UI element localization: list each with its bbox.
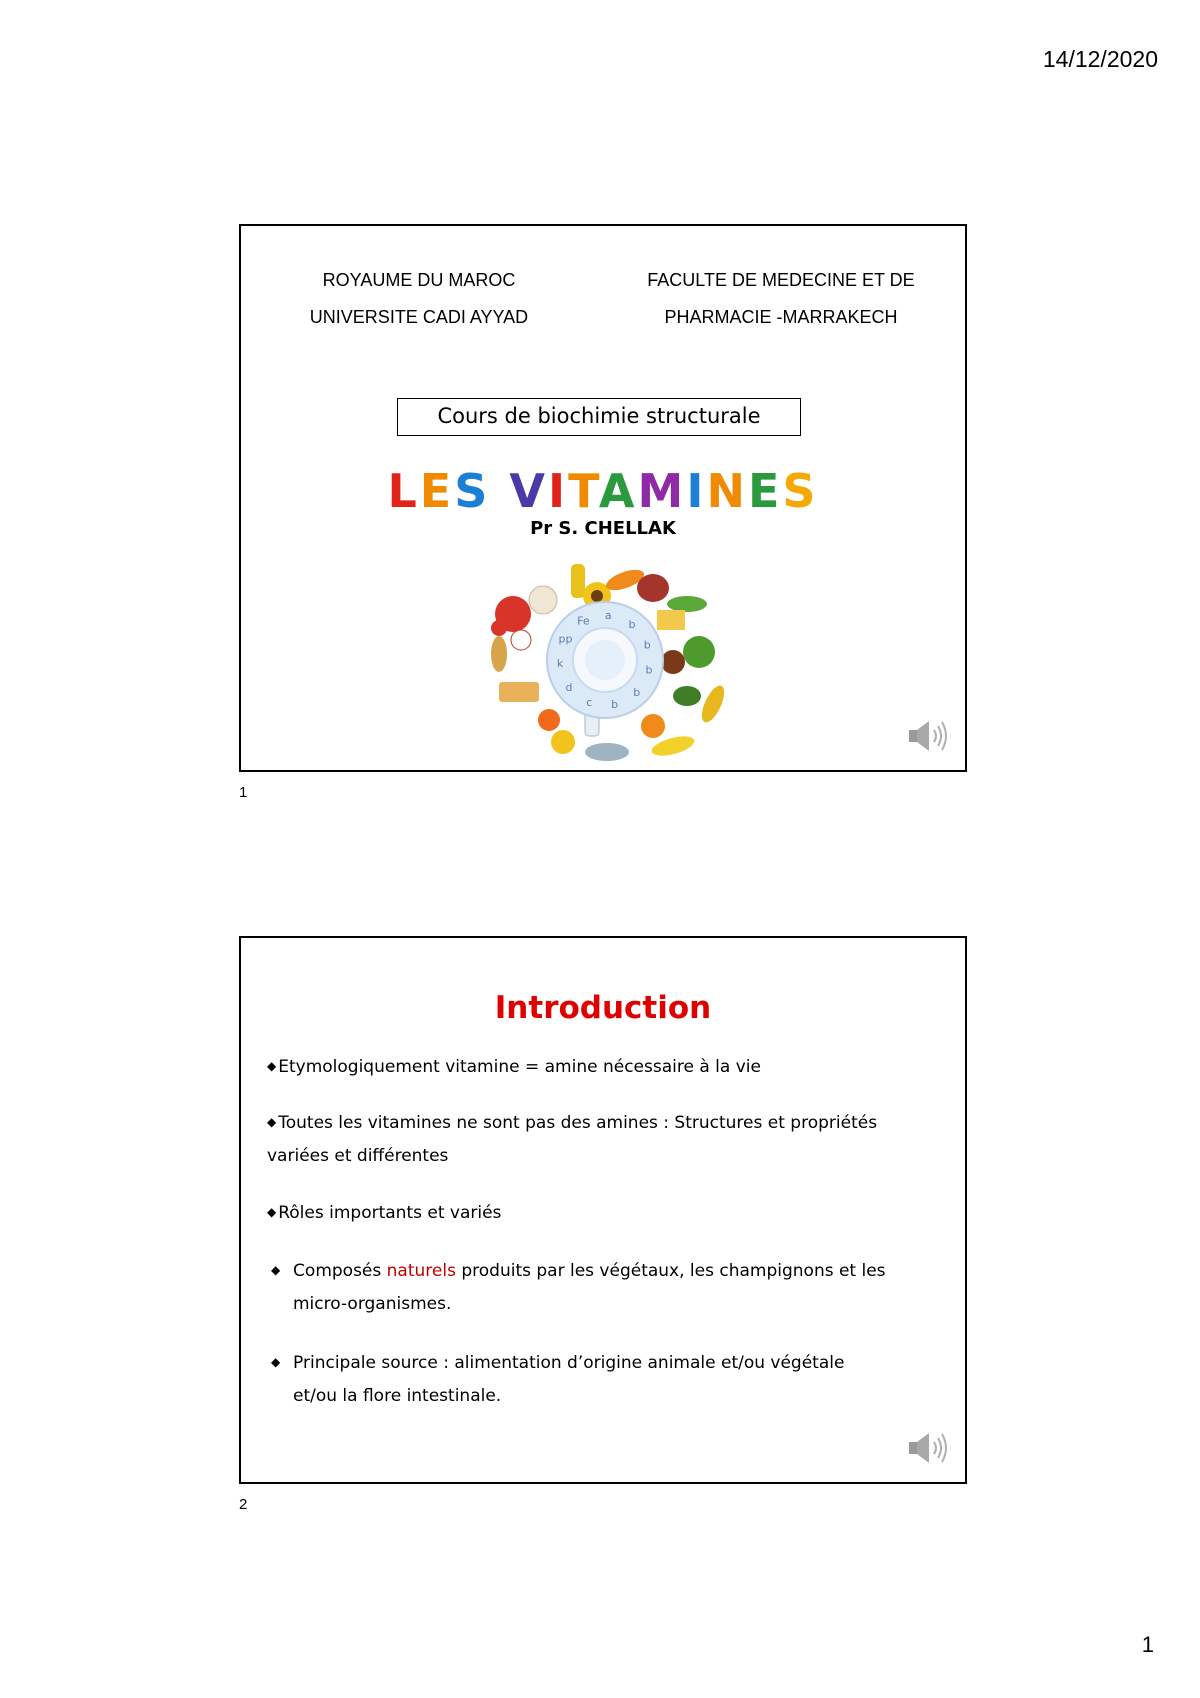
slide-2: [239, 936, 967, 1484]
slide-1: [239, 224, 967, 772]
title-letter: V: [509, 464, 548, 518]
title-letter: [490, 464, 509, 518]
cheese-icon: [657, 610, 685, 630]
slide-title: Introduction: [494, 990, 712, 1026]
audio-speaker-icon[interactable]: [905, 1428, 951, 1468]
nut-icon: [661, 650, 685, 674]
fish-icon: [585, 743, 629, 761]
course-title-box: Cours de biochimie structurale: [397, 398, 801, 436]
bullet-dot-icon: ◆: [271, 1355, 281, 1369]
header-left-line-1: ROYAUME DU MAROC: [322, 270, 516, 290]
title-letter: A: [598, 464, 638, 518]
title-letter: L: [387, 464, 420, 518]
broccoli-icon: [683, 636, 715, 668]
bullet-dot-icon: ◆: [267, 1205, 277, 1219]
title-letter: S: [454, 464, 491, 518]
header-right: [611, 262, 951, 336]
title-letter: M: [637, 464, 687, 518]
wheat-icon: [491, 636, 507, 672]
peas-icon: [667, 596, 707, 612]
slide-number-2: 2: [239, 1496, 248, 1513]
bullet-1: ◆ Etymologiquement vitamine = amine nécessaire à la vie: [267, 1050, 761, 1084]
wheel-label: b: [611, 698, 619, 711]
bread-butter-icon: [499, 682, 539, 702]
wheel-label: b: [645, 663, 653, 677]
header-left: [259, 262, 579, 336]
wheel-label: a: [604, 609, 612, 623]
bullet-dot-icon: ◆: [271, 1263, 281, 1277]
page-number: 1: [1141, 1632, 1154, 1657]
main-title: [241, 464, 965, 518]
wheel-label: b: [628, 618, 636, 631]
bullet-4: ◆ Composés naturels produits par les végétaux, les champignons et les micro-organismes.: [271, 1254, 886, 1321]
meat-icon: [637, 574, 669, 602]
mushroom-icon: [529, 586, 557, 614]
audio-speaker-icon[interactable]: [905, 716, 951, 756]
title-letter: E: [419, 464, 455, 518]
title-letter: E: [747, 464, 783, 518]
wheel-label: k: [556, 657, 564, 671]
vitamin-food-wheel-illustration: [477, 556, 731, 770]
orange-icon: [641, 714, 665, 738]
bullet-2: ◆ Toutes les vitamines ne sont pas des amines : Structures et propriétés variées et différentes: [267, 1106, 877, 1173]
bullet-3: ◆ Rôles importants et variés: [267, 1196, 501, 1230]
oil-bottle-icon: [571, 564, 585, 598]
header-right-line-2: PHARMACIE -MARRAKECH: [664, 307, 898, 327]
bullet-dot-icon: ◆: [267, 1059, 277, 1073]
header-left-line-2: UNIVERSITE CADI AYYAD: [309, 307, 529, 327]
author: Pr S. CHELLAK: [530, 518, 676, 539]
lemon-icon: [551, 730, 575, 754]
cup-icon: [511, 630, 531, 650]
document-date: 14/12/2020: [1042, 46, 1158, 72]
title-letter: I: [686, 464, 707, 518]
title-letter: S: [782, 464, 819, 518]
wheel-label: b: [633, 685, 641, 699]
bullet-dot-icon: ◆: [267, 1115, 277, 1129]
title-letter: N: [706, 464, 748, 518]
corn-icon: [697, 682, 728, 725]
wheel-label: d: [565, 681, 573, 694]
citrus-icon: [538, 709, 560, 731]
wheel-label: c: [586, 696, 593, 710]
wheel-label: Fe: [577, 614, 590, 628]
radish-icon: [491, 620, 507, 636]
wheel-label: b: [643, 638, 651, 652]
header-right-line-1: FACULTE DE MEDECINE ET DE: [647, 270, 915, 290]
slide-number-1: 1: [239, 784, 248, 801]
title-letter: T: [568, 464, 599, 518]
bullet-5: ◆ Principale source : alimentation d’origine animale et/ou végétale et/ou la flore intestinale.: [271, 1346, 844, 1413]
title-letter: I: [547, 464, 569, 518]
avocado-icon: [673, 686, 701, 706]
wheel-label: pp: [558, 632, 573, 646]
highlighted-word: naturels: [386, 1261, 456, 1281]
